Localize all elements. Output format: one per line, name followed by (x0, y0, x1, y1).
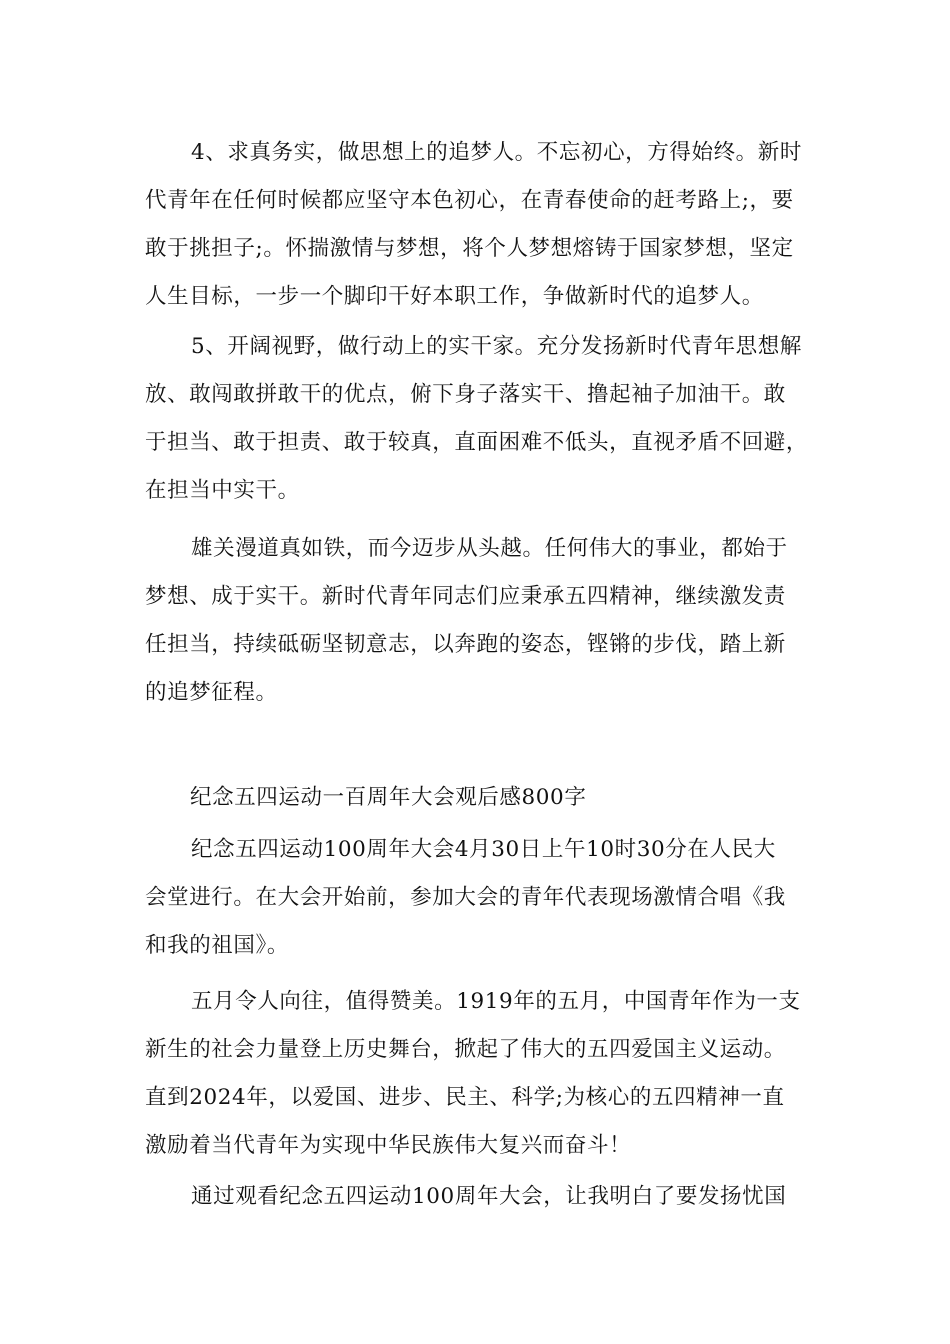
paragraph-conclusion (145, 525, 825, 717)
text-line: 直到2024年，以爱国、进步、民主、科学;为核心的五四精神一直 (145, 1085, 785, 1110)
text-line: 敢于挑担子;。怀揣激情与梦想，将个人梦想熔铸于国家梦想，坚定 (145, 236, 794, 261)
text-line: 激励着当代青年为实现中华民族伟大复兴而奋斗！ (145, 1133, 632, 1158)
text-line: 代青年在任何时候都应坚守本色初心，在青春使命的赶考路上;，要 (145, 188, 794, 213)
section-title: 纪念五四运动一百周年大会观后感800字 (190, 785, 587, 810)
text-line: 的追梦征程。 (145, 680, 278, 705)
text-line: 五月令人向往，值得赞美。1919年的五月，中国青年作为一支 (191, 989, 801, 1014)
text-line: 在担当中实干。 (145, 478, 300, 503)
paragraph-5-broaden-horizons (145, 323, 825, 515)
text-line: 和我的祖国》。 (145, 933, 289, 958)
text-line: 通过观看纪念五四运动100周年大会，让我明白了要发扬忧国 (191, 1184, 787, 1209)
text-line: 纪念五四运动100周年大会4月30日上午10时30分在人民大 (191, 837, 776, 862)
text-line: 任担当，持续砥砺坚韧意志，以奔跑的姿态，铿锵的步伐，踏上新 (145, 632, 786, 657)
paragraph-watching (145, 1173, 825, 1221)
text-line: 4、求真务实，做思想上的追梦人。不忘初心，方得始终。新时 (191, 140, 802, 165)
text-line: 会堂进行。在大会开始前，参加大会的青年代表现场激情合唱《我 (145, 885, 786, 910)
text-line: 新生的社会力量登上历史舞台，掀起了伟大的五四爱国主义运动。 (145, 1037, 786, 1062)
text-line: 梦想、成于实干。新时代青年同志们应秉承五四精神，继续激发责 (145, 584, 786, 609)
text-line: 于担当、敢于担责、敢于较真，直面困难不低头，直视矛盾不回避， (145, 430, 809, 455)
paragraph-4-pursue-truth (145, 129, 825, 321)
text-line: 放、敢闯敢拼敢干的优点，俯下身子落实干、撸起袖子加油干。敢 (145, 382, 786, 407)
text-line: 雄关漫道真如铁，而今迈步从头越。任何伟大的事业，都始于 (191, 536, 788, 561)
paragraph-may-fourth (145, 978, 825, 1170)
paragraph-ceremony (145, 826, 825, 970)
text-line: 人生目标，一步一个脚印干好本职工作，争做新时代的追梦人。 (145, 284, 764, 309)
text-line: 5、开阔视野，做行动上的实干家。充分发扬新时代青年思想解 (191, 334, 802, 359)
